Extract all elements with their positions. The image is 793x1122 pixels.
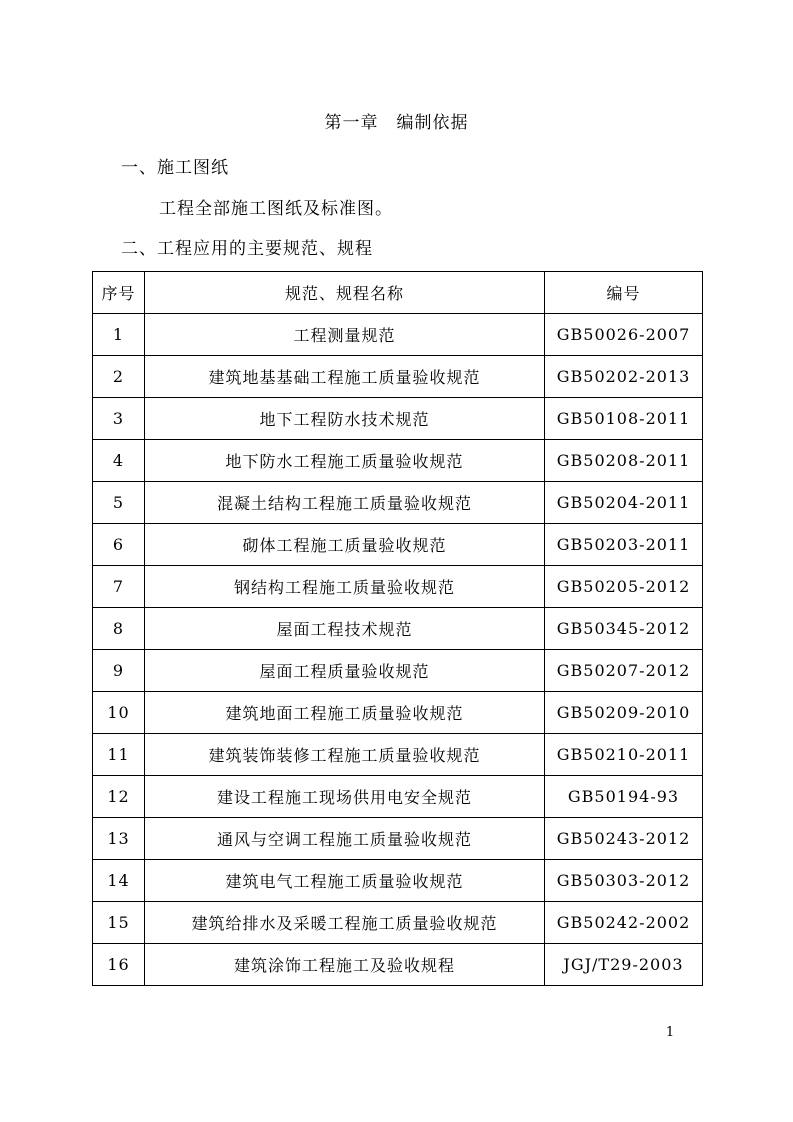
cell-standard-code: GB50243-2012 [545, 818, 703, 860]
table-row [93, 482, 703, 524]
table-row [93, 692, 703, 734]
cell-standard-name: 建筑地基基础工程施工质量验收规范 [145, 356, 545, 398]
header-standard-name: 规范、规程名称 [145, 272, 545, 314]
cell-serial-number: 2 [93, 356, 145, 398]
cell-serial-number: 5 [93, 482, 145, 524]
standards-table [92, 271, 703, 986]
cell-standard-name: 建筑电气工程施工质量验收规范 [145, 860, 545, 902]
header-standard-code: 编号 [545, 272, 703, 314]
cell-standard-code: GB50208-2011 [545, 440, 703, 482]
page-number: 1 [665, 1025, 675, 1040]
cell-standard-code: GB50345-2012 [545, 608, 703, 650]
table-row [93, 566, 703, 608]
cell-standard-name: 建筑给排水及采暖工程施工质量验收规范 [145, 902, 545, 944]
table-row [93, 818, 703, 860]
cell-serial-number: 11 [93, 734, 145, 776]
cell-standard-code: GB50242-2002 [545, 902, 703, 944]
cell-standard-code: GB50205-2012 [545, 566, 703, 608]
section-text-drawings: 工程全部施工图纸及标准图。 [159, 199, 393, 219]
cell-standard-code: GB50108-2011 [545, 398, 703, 440]
cell-serial-number: 13 [93, 818, 145, 860]
cell-serial-number: 7 [93, 566, 145, 608]
cell-standard-name: 通风与空调工程施工质量验收规范 [145, 818, 545, 860]
cell-standard-name: 建筑地面工程施工质量验收规范 [145, 692, 545, 734]
cell-standard-code: GB50202-2013 [545, 356, 703, 398]
table-body [93, 314, 703, 986]
cell-serial-number: 16 [93, 944, 145, 986]
table-row [93, 902, 703, 944]
cell-serial-number: 10 [93, 692, 145, 734]
cell-serial-number: 12 [93, 776, 145, 818]
cell-standard-code: GB50204-2011 [545, 482, 703, 524]
cell-standard-code: GB50026-2007 [545, 314, 703, 356]
cell-standard-name: 建筑装饰装修工程施工质量验收规范 [145, 734, 545, 776]
cell-standard-name: 地下防水工程施工质量验收规范 [145, 440, 545, 482]
cell-standard-code: GB50194-93 [545, 776, 703, 818]
cell-standard-code: GB50209-2010 [545, 692, 703, 734]
table-row [93, 734, 703, 776]
table-header-row [93, 272, 703, 314]
section-heading-drawings: 一、施工图纸 [121, 158, 229, 178]
cell-standard-name: 屋面工程质量验收规范 [145, 650, 545, 692]
cell-serial-number: 3 [93, 398, 145, 440]
cell-standard-name: 地下工程防水技术规范 [145, 398, 545, 440]
cell-serial-number: 6 [93, 524, 145, 566]
cell-serial-number: 9 [93, 650, 145, 692]
table-row [93, 398, 703, 440]
cell-standard-name: 屋面工程技术规范 [145, 608, 545, 650]
cell-standard-name: 建筑涂饰工程施工及验收规程 [145, 944, 545, 986]
cell-standard-name: 建设工程施工现场供用电安全规范 [145, 776, 545, 818]
table-row [93, 860, 703, 902]
cell-serial-number: 1 [93, 314, 145, 356]
table-row [93, 944, 703, 986]
cell-standard-code: GB50203-2011 [545, 524, 703, 566]
section-heading-standards: 二、工程应用的主要规范、规程 [121, 239, 373, 259]
cell-serial-number: 8 [93, 608, 145, 650]
cell-standard-name: 砌体工程施工质量验收规范 [145, 524, 545, 566]
cell-serial-number: 4 [93, 440, 145, 482]
cell-standard-name: 钢结构工程施工质量验收规范 [145, 566, 545, 608]
table-row [93, 524, 703, 566]
cell-standard-code: GB50303-2012 [545, 860, 703, 902]
cell-standard-code: GB50210-2011 [545, 734, 703, 776]
table-row [93, 608, 703, 650]
header-serial-number: 序号 [93, 272, 145, 314]
cell-serial-number: 14 [93, 860, 145, 902]
table-row [93, 440, 703, 482]
cell-serial-number: 15 [93, 902, 145, 944]
table-row [93, 356, 703, 398]
chapter-title: 第一章 编制依据 [324, 113, 469, 133]
cell-standard-name: 混凝土结构工程施工质量验收规范 [145, 482, 545, 524]
cell-standard-code: GB50207-2012 [545, 650, 703, 692]
table-row [93, 314, 703, 356]
table-row [93, 650, 703, 692]
table-row [93, 776, 703, 818]
cell-standard-name: 工程测量规范 [145, 314, 545, 356]
cell-standard-code: JGJ/T29-2003 [545, 944, 703, 986]
